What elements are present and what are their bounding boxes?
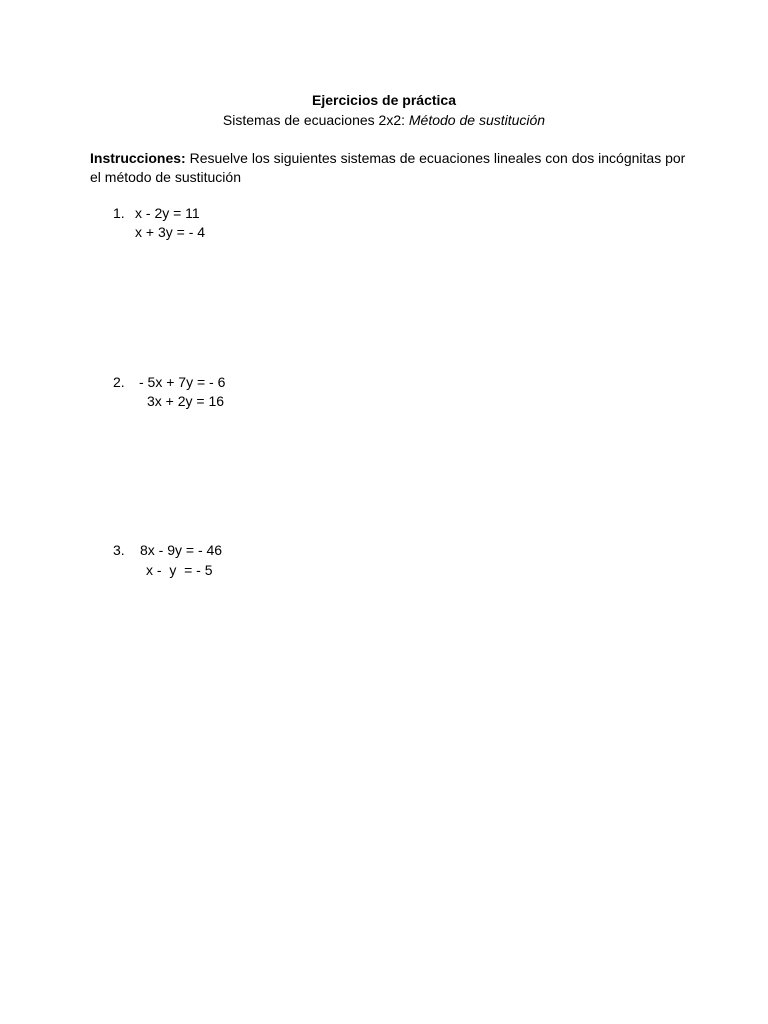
instructions (90, 149, 690, 187)
instructions-label: Instrucciones: (90, 150, 186, 166)
exercise-number: 1. (113, 205, 125, 221)
equation-1: - 5x + 7y = - 6 (139, 374, 226, 390)
page-title: Ejercicios de práctica (312, 92, 456, 108)
page-subtitle (0, 112, 768, 128)
subtitle-method: Método de sustitución (408, 112, 546, 128)
equation-1: x - 2y = 11 (135, 205, 200, 221)
subtitle-text: Sistemas de ecuaciones 2x2: (222, 112, 409, 128)
instructions-text: Resuelve los siguientes sistemas de ecuaciones lineales con dos incógnitas por el método de sustitución (90, 150, 686, 185)
equation-2: 3x + 2y = 16 (147, 393, 225, 409)
exercise-number: 3. (113, 542, 125, 558)
exercise-number: 2. (113, 374, 125, 390)
equation-2: x + 3y = - 4 (135, 224, 206, 240)
equation-1: 8x - 9y = - 46 (140, 542, 223, 558)
equation-2: x - y = - 5 (146, 562, 213, 578)
